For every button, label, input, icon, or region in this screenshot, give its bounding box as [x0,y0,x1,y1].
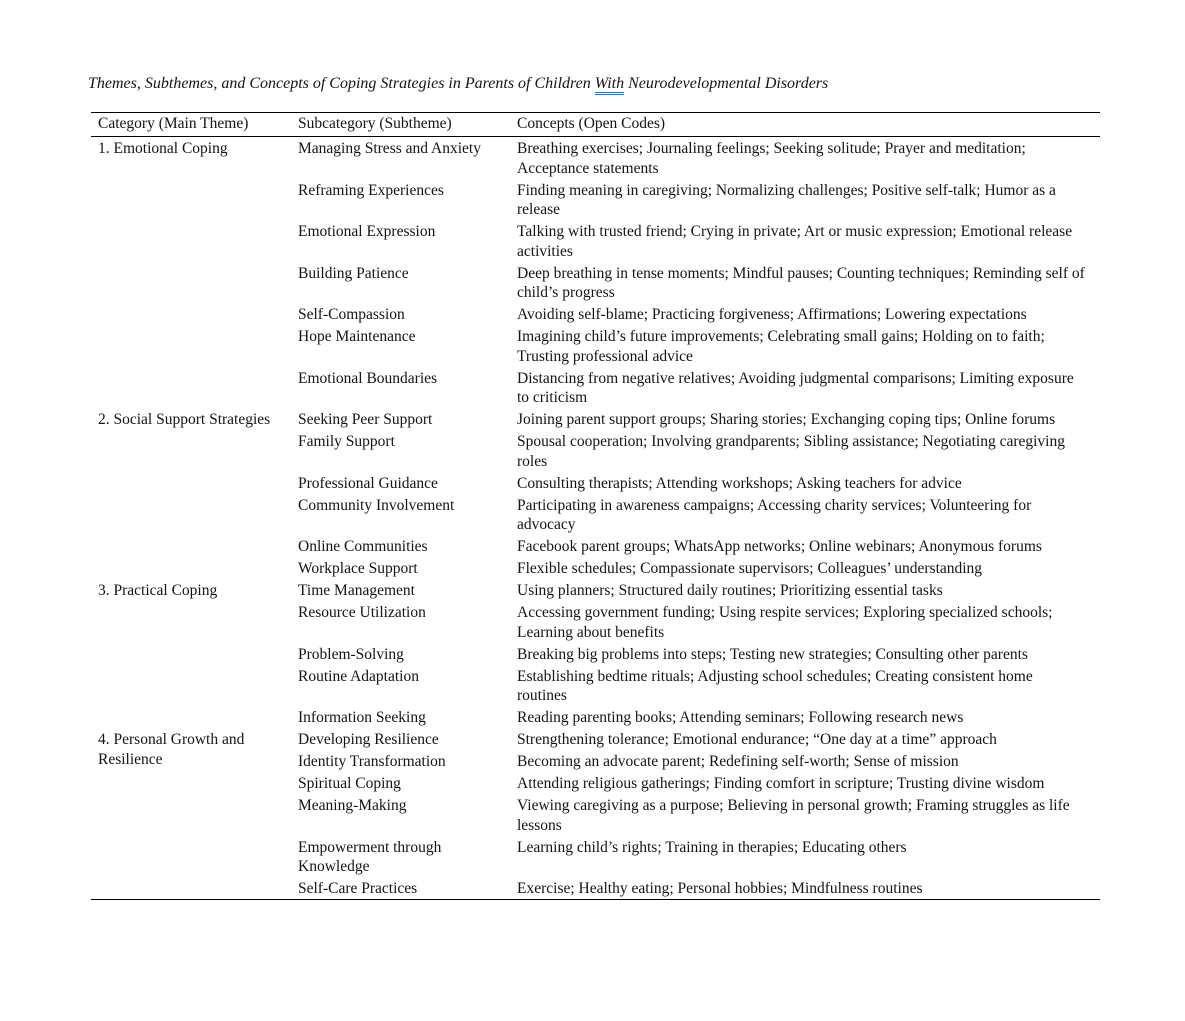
table-title-prefix: Themes, Subthemes, and Concepts of Coping Strategies in Parents of Children [88,75,595,92]
table-body [91,136,1100,899]
table-title [88,74,828,94]
subtheme-cell: Managing Stress and Anxiety [298,140,481,157]
header-row [91,113,1100,137]
subtheme-cell: Information Seeking [298,709,426,726]
category-cell: 1. Emotional Coping [98,140,228,157]
subtheme-cell: Emotional Expression [298,223,436,240]
subtheme-cell: Reframing Experiences [298,181,444,199]
table-row [91,136,1100,178]
table-row [91,579,1100,601]
subtheme-cell: Online Communities [298,538,428,555]
subtheme-cell: Developing Resilience [298,731,439,748]
header-subcategory: Subcategory (Subtheme) [298,113,517,137]
header-category: Category (Main Theme) [91,113,298,137]
concepts-cell: Breathing exercises; Journaling feelings; Seeking solitude; Prayer and meditation; Acceptance statements [517,140,1026,177]
subtheme-cell: Self-Compassion [298,306,405,323]
concepts-cell: Finding meaning in caregiving; Normalizing challenges; Positive self-talk; Humor as a release [517,181,1056,218]
coping-strategies-table [91,112,1100,900]
header-concepts: Concepts (Open Codes) [517,113,1100,137]
concepts-cell: Flexible schedules; Compassionate supervisors; Colleagues’ understanding [517,560,983,577]
category-cell: 4. Personal Growth and Resilience [98,731,245,768]
subtheme-cell: Hope Maintenance [298,328,416,345]
table-row [91,728,1100,750]
subtheme-cell: Seeking Peer Support [298,411,433,428]
subtheme-cell: Self-Care Practices [298,880,418,897]
concepts-cell: Avoiding self-blame; Practicing forgiveness; Affirmations; Lowering expectations [517,306,1027,323]
concepts-cell: Accessing government funding; Using respite services; Exploring specialized schools; Learning about benefits [517,604,1053,641]
subtheme-cell: Workplace Support [298,560,418,577]
subtheme-cell: Empowerment through Knowledge [298,838,442,875]
category-cell: 3. Practical Coping [98,582,218,599]
category-cell: 2. Social Support Strategies [98,411,271,428]
concepts-cell: Deep breathing in tense moments; Mindful pauses; Counting techniques; Reminding self of child’s progress [517,264,1085,301]
subtheme-cell: Spiritual Coping [298,775,401,792]
concepts-cell: Attending religious gatherings; Finding comfort in scripture; Trusting divine wisdom [517,775,1045,792]
subtheme-cell: Family Support [298,433,395,450]
subtheme-cell: Problem-Solving [298,645,404,663]
table-header [91,113,1100,137]
subtheme-cell: Resource Utilization [298,604,426,621]
table-title-suffix: Neurodevelopmental Disorders [624,75,829,92]
concepts-cell: Strengthening tolerance; Emotional endurance; “One day at a time” approach [517,731,997,748]
subtheme-cell: Meaning-Making [298,797,407,814]
concepts-cell: Facebook parent groups; WhatsApp networks; Online webinars; Anonymous forums [517,538,1042,555]
concepts-cell: Reading parenting books; Attending seminars; Following research news [517,709,964,726]
table-row [91,408,1100,430]
concepts-cell: Talking with trusted friend; Crying in private; Art or music expression; Emotional release activities [517,223,1073,260]
concepts-cell: Breaking big problems into steps; Testing new strategies; Consulting other parents [517,645,1028,663]
subtheme-cell: Building Patience [298,264,409,282]
subtheme-cell: Time Management [298,582,415,599]
concepts-cell: Using planners; Structured daily routines; Prioritizing essential tasks [517,582,943,599]
concepts-cell: Participating in awareness campaigns; Accessing charity services; Volunteering for advocacy [517,496,1032,533]
concepts-cell: Establishing bedtime rituals; Adjusting school schedules; Creating consistent home routines [517,667,1033,704]
concepts-cell: Spousal cooperation; Involving grandparents; Sibling assistance; Negotiating caregiving roles [517,433,1065,470]
concepts-cell: Viewing caregiving as a purpose; Believing in personal growth; Framing struggles as life lessons [517,797,1070,834]
subtheme-cell: Routine Adaptation [298,667,419,685]
concepts-cell: Learning child’s rights; Training in therapies; Educating others [517,838,907,856]
subtheme-cell: Identity Transformation [298,753,446,770]
concepts-cell: Imagining child’s future improvements; Celebrating small gains; Holding on to faith; Trusting professional advice [517,328,1045,365]
subtheme-cell: Professional Guidance [298,474,438,492]
concepts-cell: Distancing from negative relatives; Avoiding judgmental comparisons; Limiting exposure to criticism [517,369,1074,406]
grammar-flagged-word[interactable]: With [595,75,624,95]
concepts-cell: Consulting therapists; Attending workshops; Asking teachers for advice [517,474,962,492]
concepts-cell: Becoming an advocate parent; Redefining self-worth; Sense of mission [517,753,959,770]
subtheme-cell: Community Involvement [298,496,455,514]
concepts-cell: Joining parent support groups; Sharing stories; Exchanging coping tips; Online forums [517,411,1056,428]
subtheme-cell: Emotional Boundaries [298,369,438,387]
concepts-cell: Exercise; Healthy eating; Personal hobbies; Mindfulness routines [517,880,923,897]
